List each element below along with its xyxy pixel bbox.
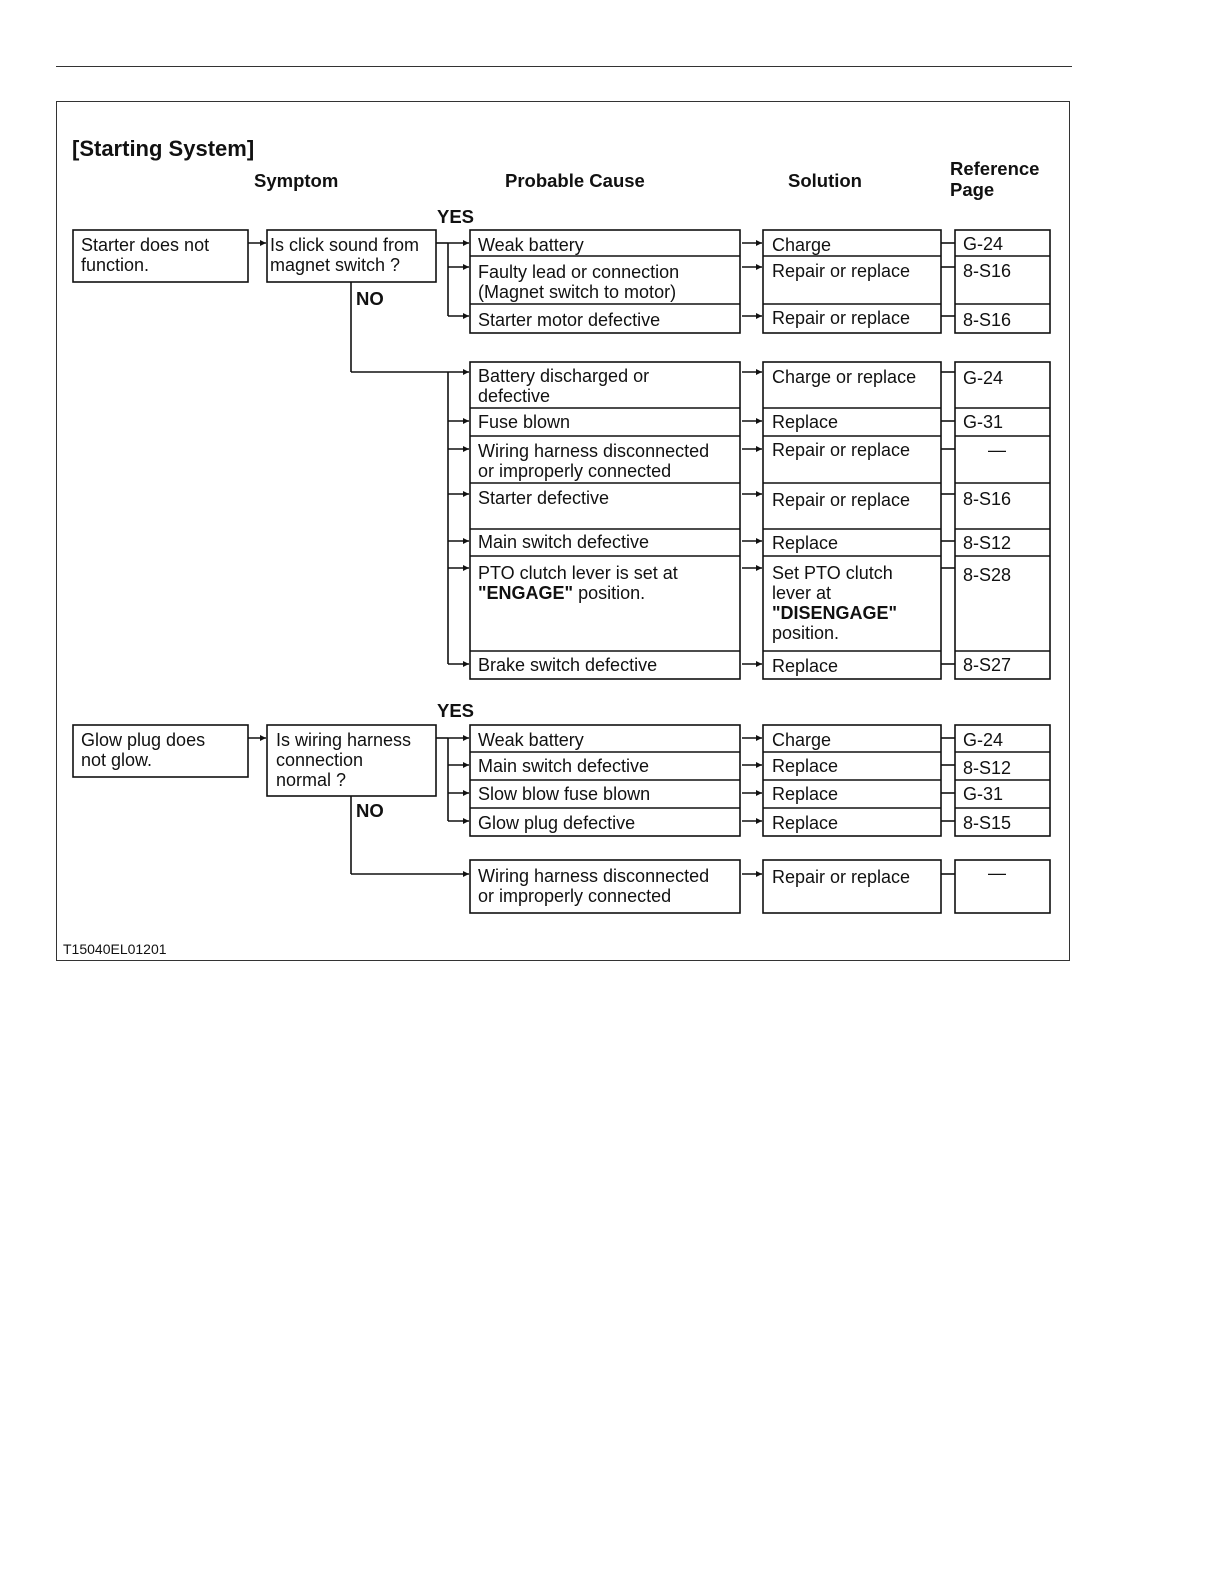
cause-text: Wiring harness disconnected or improperly connected bbox=[478, 441, 710, 481]
yes-label: YES bbox=[437, 206, 475, 227]
solution-text bbox=[772, 563, 897, 643]
header-solution: Solution bbox=[788, 170, 862, 191]
solution-text: Replace bbox=[772, 756, 839, 776]
glow-check-question: Is wiring harness connection normal ? bbox=[276, 730, 412, 790]
starter-symptom-text: Starter does not function. bbox=[81, 235, 210, 275]
header-reference-page: Reference Page bbox=[950, 158, 1040, 200]
cause-text bbox=[478, 563, 678, 603]
solution-text: Replace bbox=[772, 412, 839, 432]
cause-text: Starter motor defective bbox=[478, 310, 661, 330]
reference-text: G-31 bbox=[963, 412, 1004, 432]
cause-text: Main switch defective bbox=[478, 532, 650, 552]
glow-symptom-text: Glow plug does not glow. bbox=[81, 730, 206, 770]
yes-label: YES bbox=[437, 700, 475, 721]
solution-text-part: Set PTO clutch lever at bbox=[772, 563, 893, 603]
starter-no-reference-column bbox=[955, 362, 1050, 679]
cause-text-part: position. bbox=[573, 583, 646, 603]
reference-text: — bbox=[988, 863, 1006, 883]
cause-text: Weak battery bbox=[478, 730, 584, 750]
no-label: NO bbox=[356, 800, 384, 821]
cause-text: Main switch defective bbox=[478, 756, 650, 776]
starter-no-cause-column bbox=[470, 362, 740, 679]
reference-text: 8-S28 bbox=[963, 565, 1012, 585]
no-label: NO bbox=[356, 288, 384, 309]
reference-text: 8-S16 bbox=[963, 261, 1012, 281]
solution-text: Charge or replace bbox=[772, 367, 917, 387]
cause-text: Slow blow fuse blown bbox=[478, 784, 651, 804]
solution-text: Replace bbox=[772, 533, 839, 553]
reference-text: G-24 bbox=[963, 368, 1004, 388]
solution-text: Repair or replace bbox=[772, 440, 911, 460]
header-symptom: Symptom bbox=[254, 170, 339, 191]
reference-text: 8-S16 bbox=[963, 310, 1012, 330]
solution-text: Replace bbox=[772, 813, 839, 833]
reference-text: G-31 bbox=[963, 784, 1004, 804]
cause-text: Brake switch defective bbox=[478, 655, 658, 675]
cause-text: Battery discharged or defective bbox=[478, 366, 650, 406]
solution-text: Repair or replace bbox=[772, 308, 911, 328]
reference-text: 8-S27 bbox=[963, 655, 1012, 675]
reference-text: G-24 bbox=[963, 234, 1004, 254]
solution-text: Repair or replace bbox=[772, 490, 911, 510]
reference-text: — bbox=[988, 440, 1006, 460]
cause-text: Weak battery bbox=[478, 235, 584, 255]
solution-text: Repair or replace bbox=[772, 261, 911, 281]
solution-text: Replace bbox=[772, 784, 839, 804]
cause-text: Wiring harness disconnected or improperly connected bbox=[478, 866, 710, 906]
cause-text: Glow plug defective bbox=[478, 813, 636, 833]
reference-text: 8-S12 bbox=[963, 533, 1012, 553]
cause-text: Starter defective bbox=[478, 488, 610, 508]
reference-text: 8-S16 bbox=[963, 489, 1012, 509]
cause-text: Faulty lead or connection (Magnet switch to motor) bbox=[478, 262, 680, 302]
solution-text-bold: "DISENGAGE" bbox=[772, 603, 898, 623]
reference-text: 8-S15 bbox=[963, 813, 1012, 833]
solution-text: Repair or replace bbox=[772, 867, 911, 887]
cause-text: Fuse blown bbox=[478, 412, 571, 432]
cause-text-part: PTO clutch lever is set at bbox=[478, 563, 678, 583]
solution-text: Charge bbox=[772, 235, 832, 255]
solution-text: Charge bbox=[772, 730, 832, 750]
solution-text: Replace bbox=[772, 656, 839, 676]
figure-code: T15040EL01201 bbox=[63, 941, 167, 957]
reference-text: G-24 bbox=[963, 730, 1004, 750]
solution-text-part: position. bbox=[772, 623, 840, 643]
section-title: [Starting System] bbox=[72, 136, 255, 161]
starter-check-question: Is click sound from magnet switch ? bbox=[270, 235, 420, 275]
cause-text-bold: "ENGAGE" bbox=[478, 583, 574, 603]
header-probable-cause: Probable Cause bbox=[505, 170, 645, 191]
reference-text: 8-S12 bbox=[963, 758, 1012, 778]
